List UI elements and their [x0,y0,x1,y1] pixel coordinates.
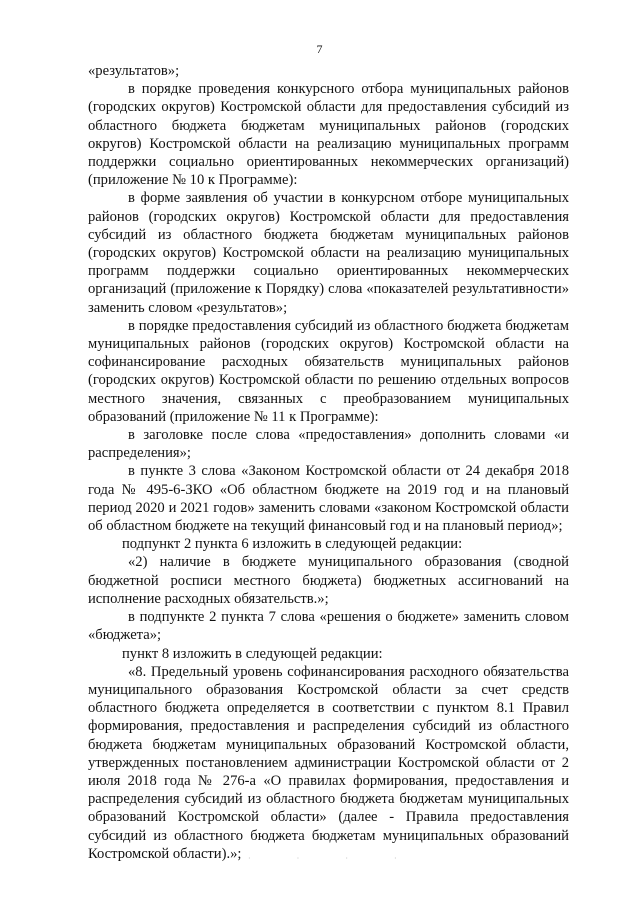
paragraph-4: в порядке предоставления субсидий из областного бюджета бюджетам муниципальных районов (городских округов) Костромской области на софинансирование расходных обязательств муниципальных районов (городских округов) Костромской области по решению отдельных вопросов местного значения, связанных с преобразованием муниципальных образований (приложение № 11 к Программе): [88,317,569,425]
page-number: 7 [316,42,323,56]
paragraph-3: в форме заявления об участии в конкурсном отборе муниципальных районов (городских округов) Костромской области для предоставления субсидий из областного бюджета бюджетам муниципальных районов (городских округов) Костромской области на реализацию муниципальных программ поддержки социально ориентированных некоммерческих организаций (приложение к Порядку) слова «показателей результативности» заменить словом «результатов»; [88,190,569,316]
paragraph-2: в порядке проведения конкурсного отбора муниципальных районов (городских округов) Костромской области для предоставления субсидий из областного бюджета бюджетам муниципальных районов (городских округов) Костромской области на реализацию муниципальных программ поддержки социально ориентированных некоммерческих организаций) (приложение № 10 к Программе): [88,81,569,189]
document-body [88,62,569,863]
paragraph-6: в пункте 3 слова «Законом Костромской области от 24 декабря 2018 года № 495-6-ЗКО «Об областном бюджете на 2019 год и на плановый период 2020 и 2021 годов» заменить словами «законом Костромской области об областном бюджете на текущий финансовый год и на плановый период»; [88,463,569,535]
paragraph-10: пункт 8 изложить в следующей редакции: [122,645,383,662]
paragraph-9: в подпункте 2 пункта 7 слова «решения о бюджете» заменить словом «бюджета»; [88,609,569,644]
paragraph-7: подпункт 2 пункта 6 изложить в следующей редакции: [122,536,463,553]
scan-artifact: · · · · [248,854,419,863]
paragraph-1: «результатов»; [88,63,180,79]
paragraph-11: «8. Предельный уровень софинансирования расходного обязательства муниципального образования Костромской области за счет средств областного бюджета определяется в соответствии с пунктом 8.1 Правил формирования, предоставления и распределения субсидий из областного бюджета бюджетам муниципальных образований Костромской области, утвержденных постановлением администрации Костромской области от 2 июля 2018 года № 276-а «О правилах формирования, предоставления и распределения субсидий из областного бюджета бюджетам муниципальных образований Костромской области» (далее - Правила предоставления субсидий из областного бюджета бюджетам муниципальных образований Костромской области).»; [88,663,569,862]
paragraph-5: в заголовке после слова «предоставления» дополнить словами «и распределения»; [88,427,569,462]
paragraph-8: «2) наличие в бюджете муниципального образования (сводной бюджетной росписи местного бюджета) бюджетных ассигнований на исполнение расходных обязательств.»; [88,554,569,607]
